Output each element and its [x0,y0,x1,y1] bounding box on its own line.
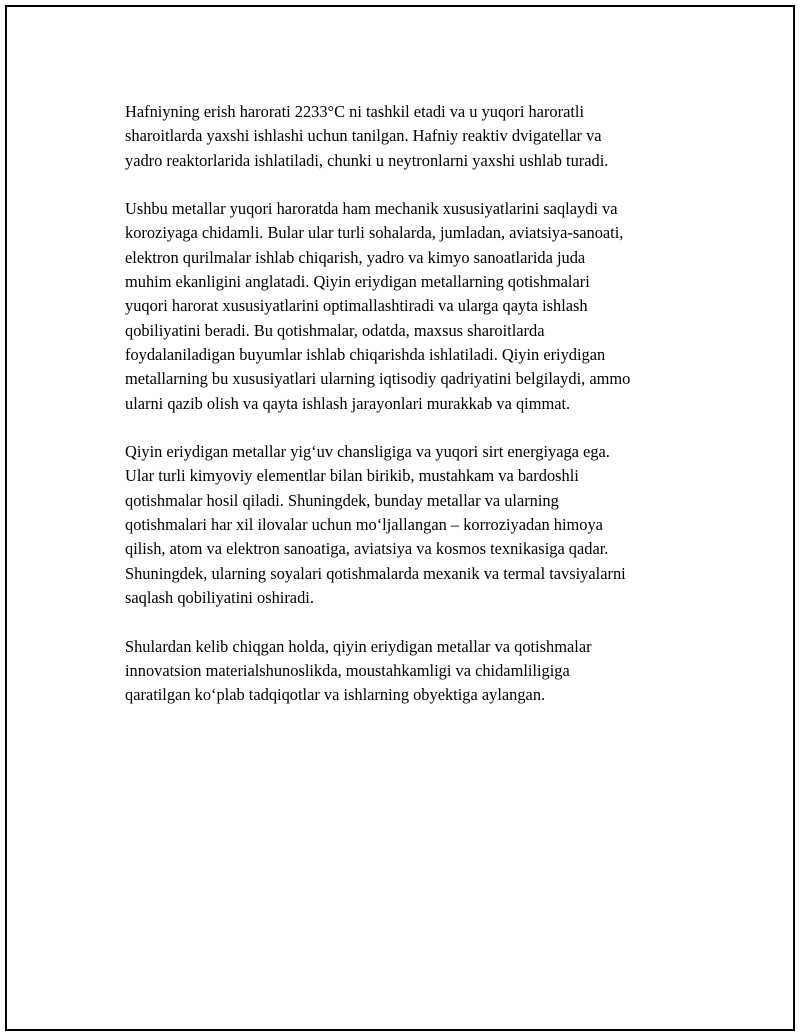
page-frame [5,5,795,1031]
paragraph-2: Ushbu metallar yuqori haroratda ham mechanik xususiyatlarini saqlaydi va koroziyaga chidamli. Bular ular turli sohalarda, jumladan, aviatsiya-sanoati, elektron qurilmalar ishlab chiqarish, yadro va kimyo sanoatlarida juda muhim ekanligini anglatadi. Qiyin eriydigan metallarning qotishmalari yuqori harorat xususiyatlarini optimallashtiradi va ularga qayta ishlash qobiliyatini beradi. Bu qotishmalar, odatda, maxsus sharoitlarda foydalaniladigan buyumlar ishlab chiqarishda ishlatiladi. Qiyin eriydigan metallarning bu xususiyatlari ularning iqtisodiy qadriyatini belgilaydi, ammo ularni qazib olish va qayta ishlash jarayonlari murakkab va qimmat. [125,199,631,413]
paragraph-1: Hafniyning erish harorati 2233°C ni tashkil etadi va u yuqori haroratli sharoitlarda yaxshi ishlashi uchun tanilgan. Hafniy reaktiv dvigatellar va yadro reaktorlarida ishlatiladi, chunki u neytronlarni yaxshi ushlab turadi. [125,102,609,170]
paragraph-3: Qiyin eriydigan metallar yig‘uv chansligiga va yuqori sirt energiyaga ega. Ular turli kimyoviy elementlar bilan birikib, mustahkam va bardoshli qotishmalar hosil qiladi. Shuningdek, bunday metallar va ularning qotishmalari har xil ilovalar uchun mo‘ljallangan – korroziyadan himoya qilish, atom va elektron sanoatiga, aviatsiya va kosmos texnikasiga qadar. Shuningdek, ularning soyalari qotishmalarda mexanik va termal tavsiyalarni saqlash qobiliyatini oshiradi. [125,442,626,607]
paragraph-4: Shulardan kelib chiqgan holda, qiyin eriydigan metallar va qotishmalar innovatsion materialshunoslikda, moustahkamligi va chidamliligiga qaratilgan ko‘plab tadqiqotlar va ishlarning obyektiga aylangan. [125,636,592,705]
document-body [125,100,715,732]
